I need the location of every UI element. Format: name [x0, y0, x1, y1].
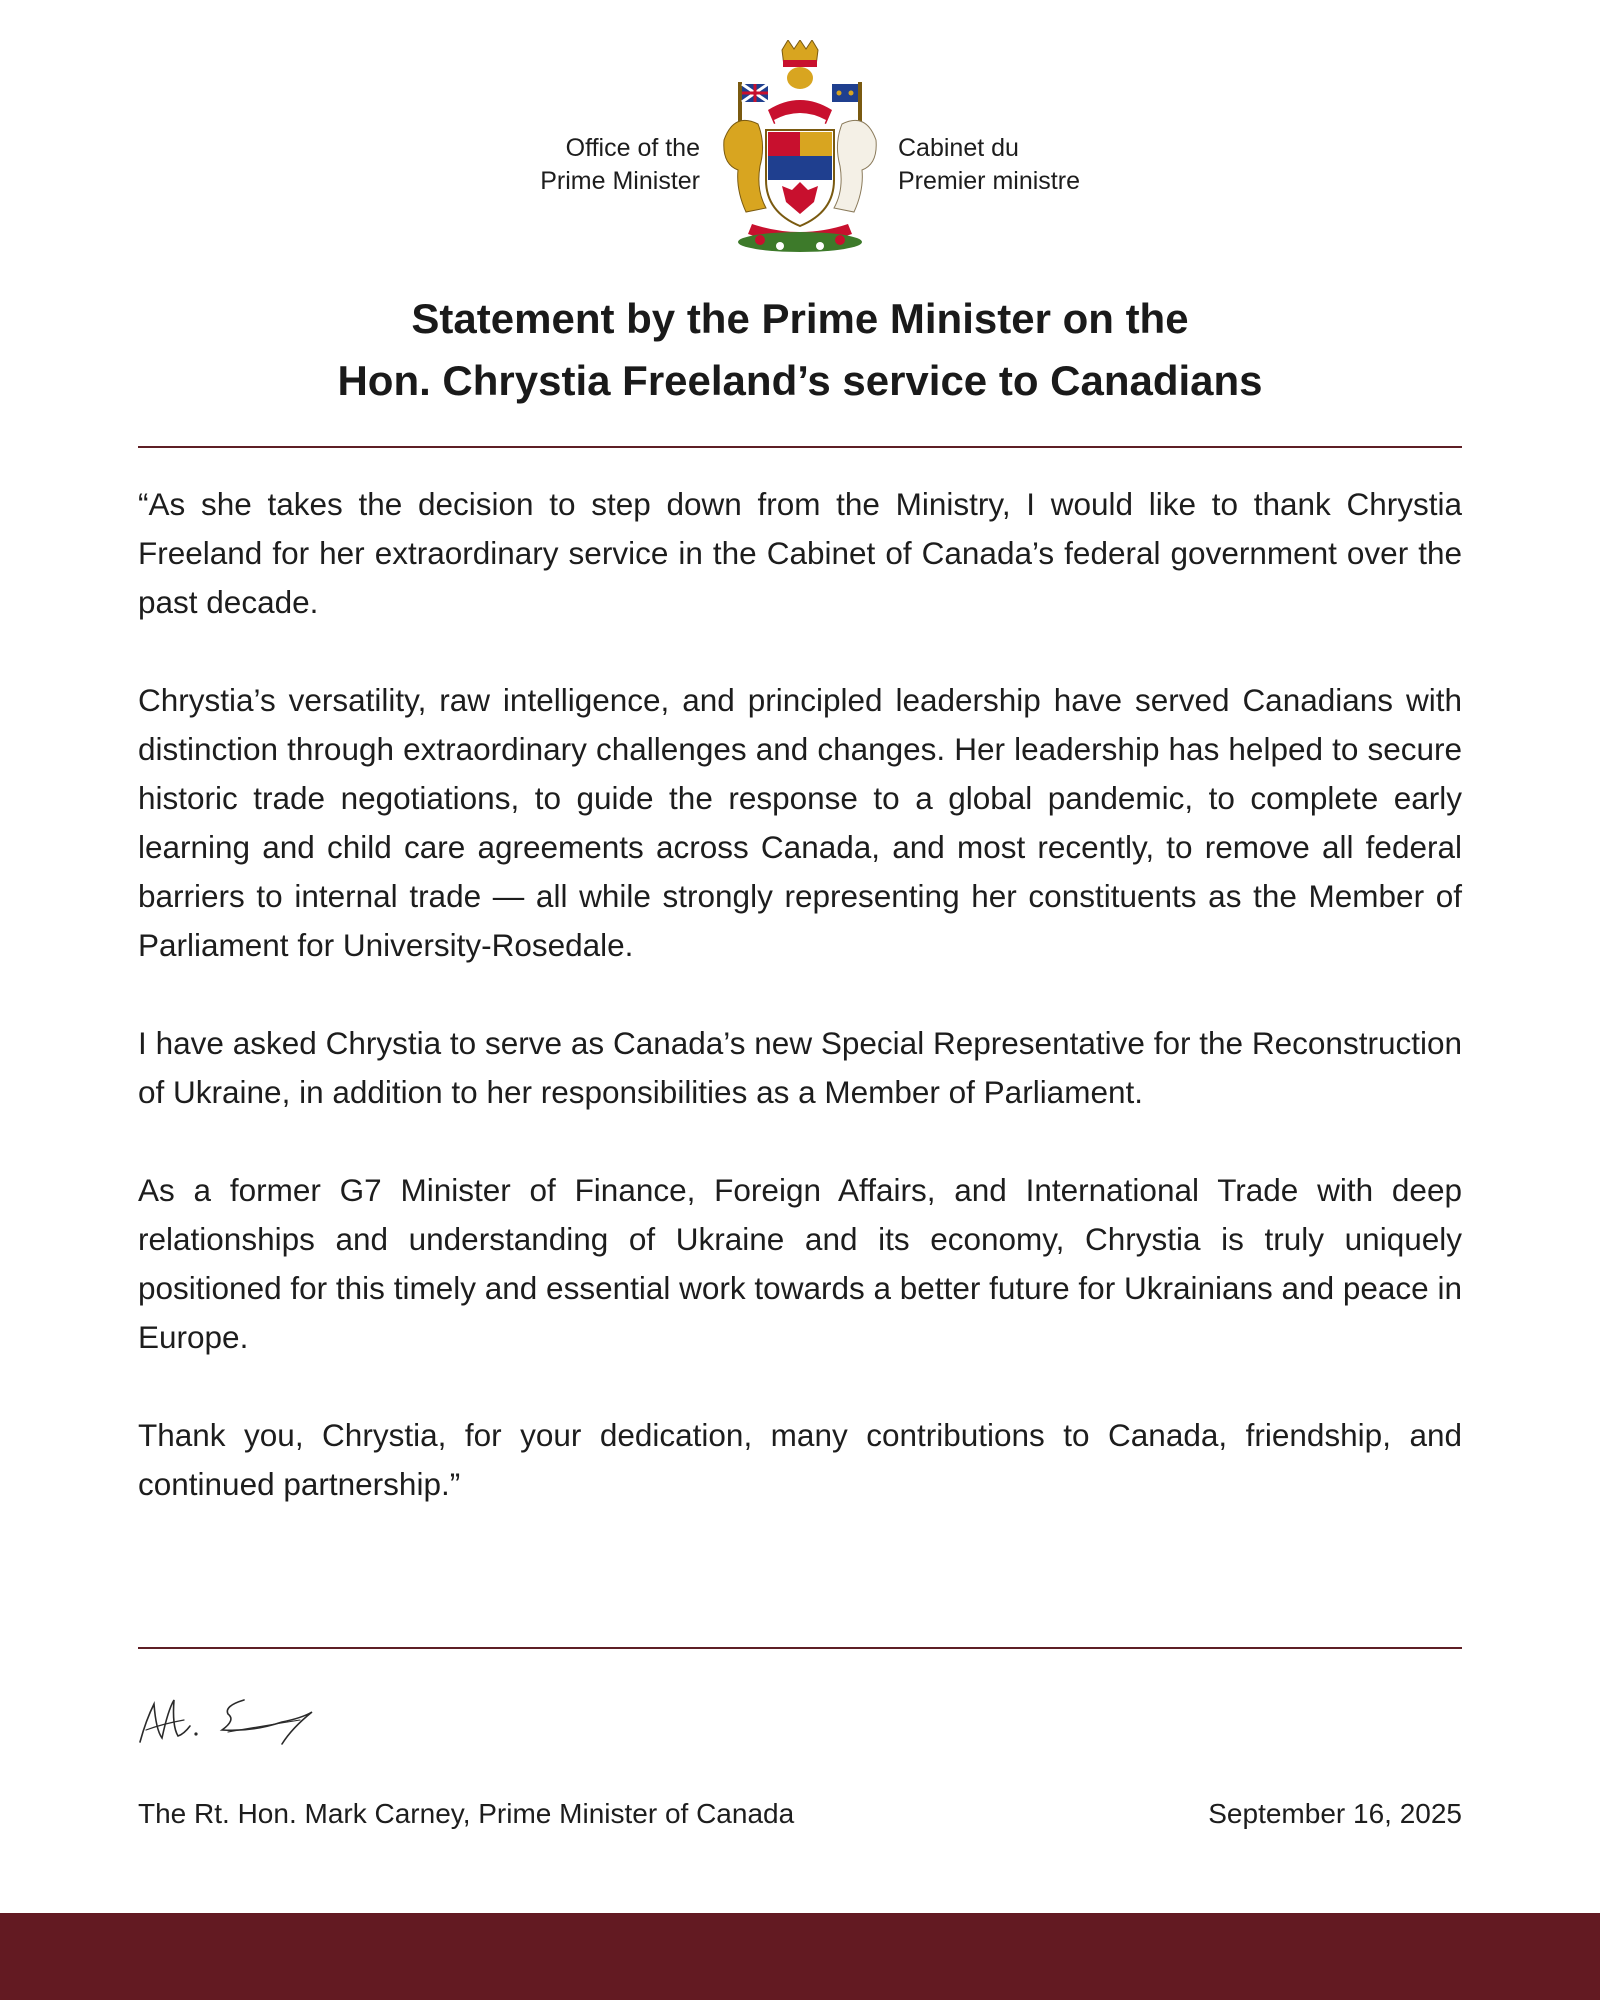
footer-band — [0, 1913, 1600, 2000]
paragraph: “As she takes the decision to step down from the Ministry, I would like to thank Chrystia Freeland for her extraordinary service in the Cabinet of Canada’s federal government over the past decade. — [138, 486, 1462, 620]
office-en-line2: Prime Minister — [540, 167, 700, 195]
divider-bottom — [138, 1647, 1462, 1649]
paragraph: I have asked Chrystia to serve as Canada’s new Special Representative for the Reconstruction of Ukraine, in addition to her responsibilities as a Member of Parliament. — [138, 1025, 1462, 1110]
office-en-line1: Office of the — [565, 134, 700, 162]
handwritten-signature-icon — [132, 1690, 342, 1760]
signatory-name: The Rt. Hon. Mark Carney, Prime Minister of Canada — [138, 1798, 795, 1829]
letterhead — [0, 40, 1600, 260]
statement-date: September 16, 2025 — [1208, 1798, 1462, 1829]
statement-body — [138, 480, 1462, 1558]
divider-top — [138, 446, 1462, 448]
paragraph: Thank you, Chrystia, for your dedication, many contributions to Canada, friendship, and continued partnership.” — [138, 1417, 1462, 1502]
canada-coat-of-arms-icon — [716, 40, 884, 255]
office-name-french — [898, 132, 1158, 198]
title-line1: Statement by the Prime Minister on the — [411, 295, 1189, 342]
statement-title — [100, 288, 1500, 412]
office-fr-line1: Cabinet du — [898, 134, 1019, 162]
office-fr-line2: Premier ministre — [898, 167, 1080, 195]
paragraph: As a former G7 Minister of Finance, Foreign Affairs, and International Trade with deep relationships and understanding of Ukraine and its economy, Chrystia is truly uniquely positioned for this timely and essential work towards a better future for Ukrainians and peace in Europe. — [138, 1172, 1462, 1355]
paragraph: Chrystia’s versatility, raw intelligence, and principled leadership have served Canadians with distinction through extraordinary challenges and changes. Her leadership has helped to secure historic trade negotiations, to guide the response to a global pandemic, to complete early learning and child care agreements across Canada, and most recently, to remove all federal barriers to internal trade — all while strongly representing her constituents as the Member of Parliament for University-Rosedale. — [138, 682, 1462, 963]
office-name-english — [440, 132, 700, 198]
title-line2: Hon. Chrystia Freeland’s service to Canadians — [337, 357, 1263, 404]
